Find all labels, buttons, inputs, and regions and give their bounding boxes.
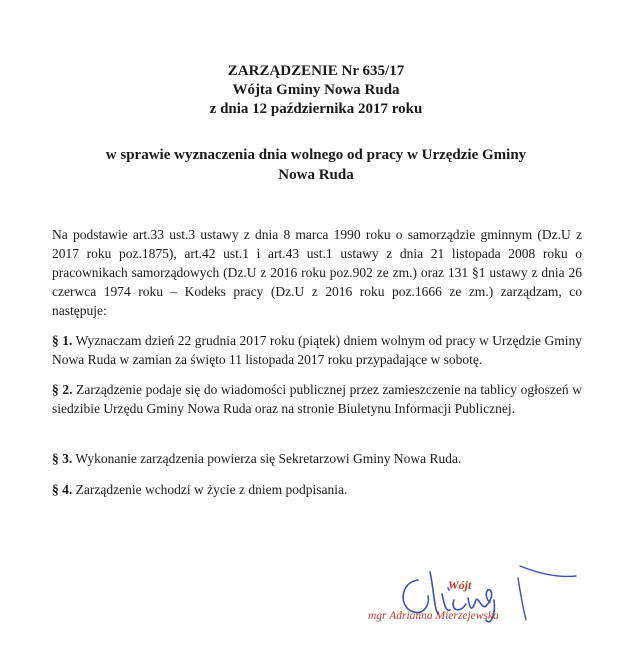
section-text: Wyznaczam dzień 22 grudnia 2017 roku (piątek) dniem wolnym od pracy w Urzędzie Gminy Nowa Ruda w zamian za święto 11 listopada 2017 roku przypadające w sobotę. — [52, 333, 582, 367]
legal-basis-paragraph: Na podstawie art.33 ust.3 ustawy z dnia 8 marca 1990 roku o samorządzie gminnym (Dz.U z 2017 roku poz.1875), art.42 ust.1 i art.43 ust.1 ustawy z dnia 21 listopada 2008 roku o pracownikach samorządowych (Dz.U z 2016 roku poz.902 ze zm.) oraz 131 §1 ustawy z dnia 26 czerwca 1974 roku – Kodeks pracy (Dz.U z 2016 roku poz.1666 ze zm.) zarządzam, co następuje: — [52, 227, 582, 318]
section-2 — [52, 380, 582, 418]
section-text: Zarządzenie podaje się do wiadomości publicznej przez zamieszczenie na tablicy ogłoszeń w siedzibie Urzędu Gminy Nowa Ruda oraz na stronie Biuletynu Informacji Publicznej. — [52, 382, 583, 416]
section-text: Zarządzenie wchodzi w życie z dniem podpisania. — [75, 482, 348, 497]
section-3 — [52, 449, 582, 468]
signature-block — [350, 560, 580, 660]
section-marker: § 3. — [52, 451, 73, 466]
signature-role: Wójt — [448, 578, 472, 592]
signatory-name: mgr Adrianna Mierzejewska — [368, 610, 499, 622]
subject-line-1: w sprawie wyznaczenia dnia wolnego od pracy w Urzędzie Gminy — [105, 147, 527, 163]
subject-line-2: Nowa Ruda — [278, 167, 354, 183]
document-issuer: Wójta Gminy Nowa Ruda — [232, 82, 400, 98]
section-marker: § 1. — [52, 333, 73, 348]
section-1 — [52, 331, 582, 369]
document-header — [0, 62, 632, 119]
section-marker: § 2. — [52, 382, 73, 397]
section-text: Wykonanie zarządzenia powierza się Sekretarzowi Gminy Nowa Ruda. — [75, 451, 462, 466]
document-subject — [60, 145, 572, 185]
section-marker: § 4. — [52, 482, 73, 497]
document-title: ZARZĄDZENIE Nr 635/17 — [227, 63, 405, 79]
section-4 — [52, 480, 582, 499]
document-date: z dnia 12 października 2017 roku — [209, 101, 423, 117]
